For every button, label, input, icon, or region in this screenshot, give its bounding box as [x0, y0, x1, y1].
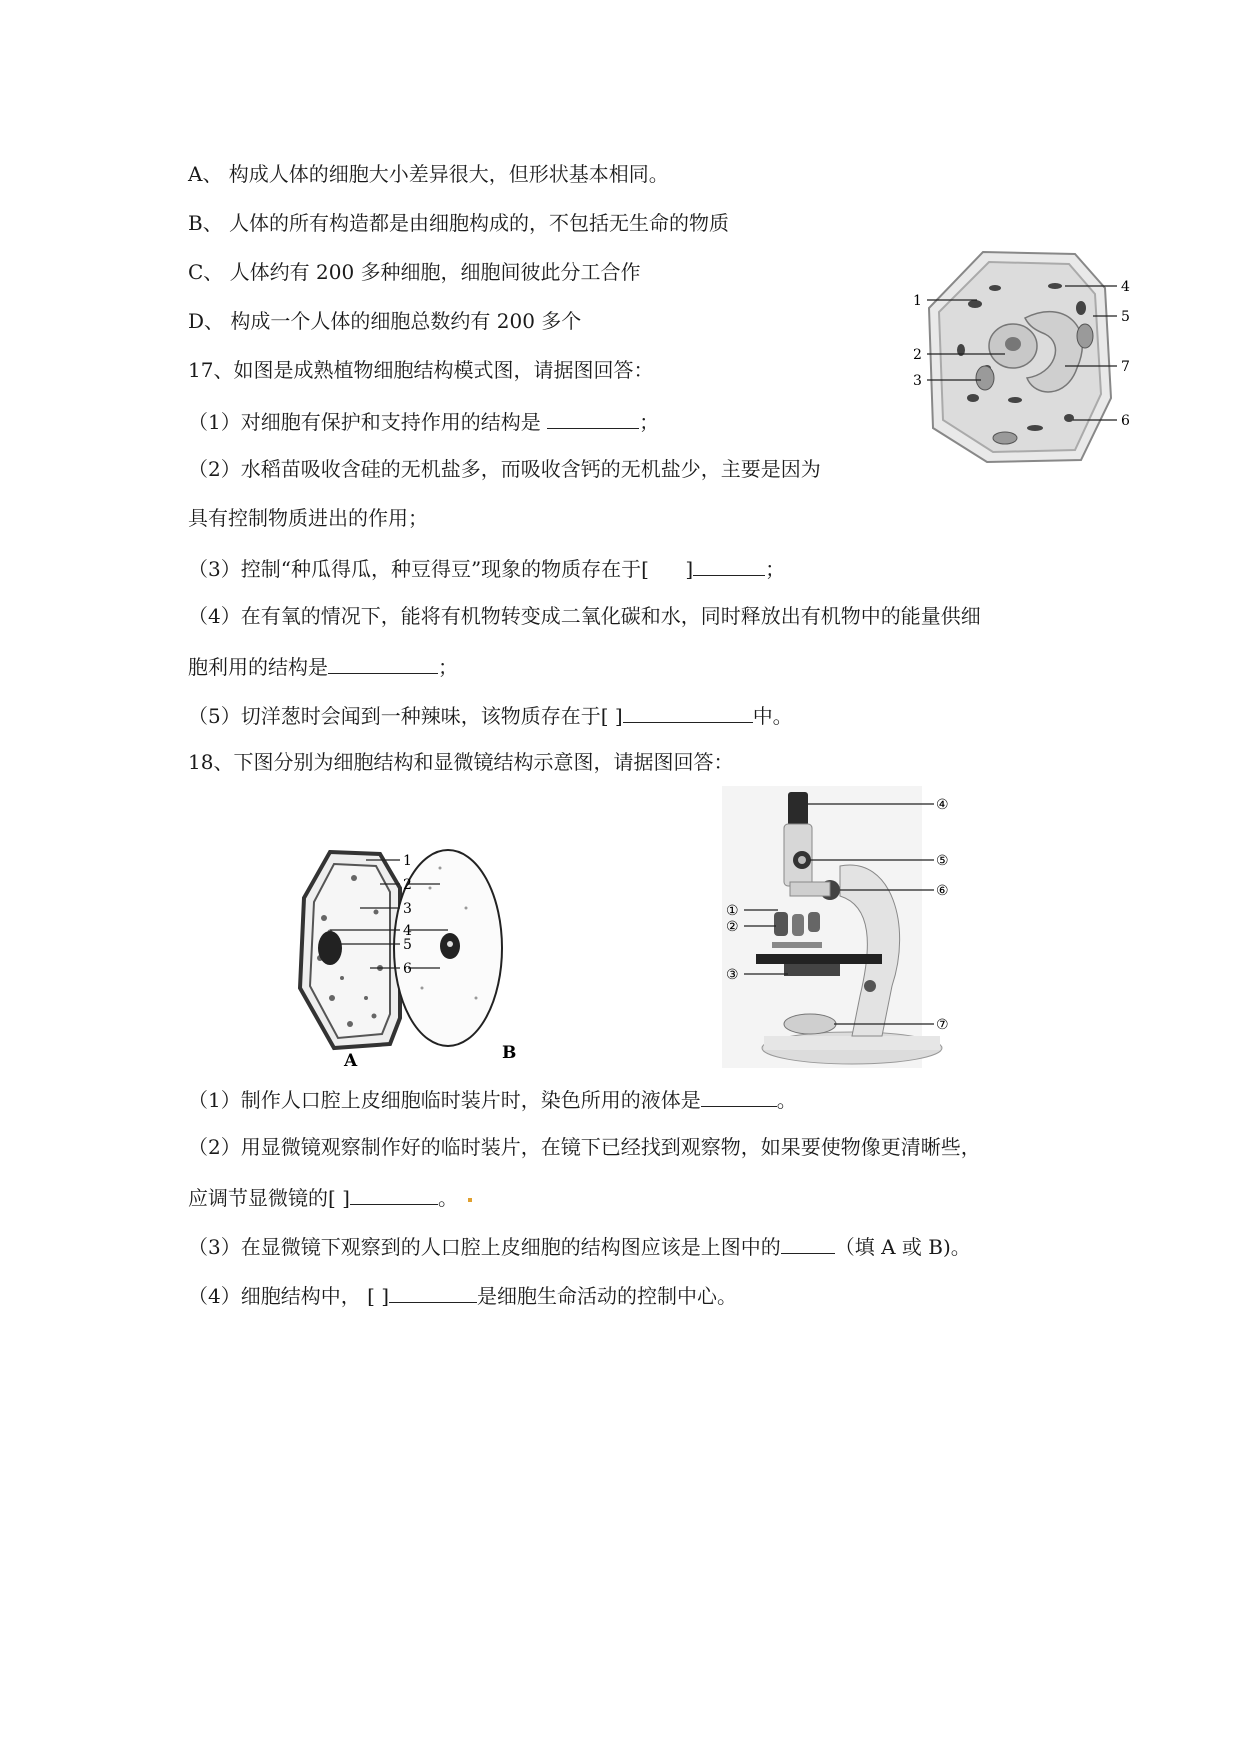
mic-label-5: ⑤	[936, 853, 949, 869]
plant-label-5: 5	[1121, 309, 1130, 325]
option-d: D、 构成一个人体的细胞总数约有 200 多个	[188, 309, 582, 333]
q18-part4-end: 是细胞生命活动的控制中心。	[477, 1284, 738, 1308]
q18-part2-line1: （2）用显微镜观察制作好的临时装片，在镜下已经找到观察物，如果要使物像更清晰些，	[188, 1135, 981, 1159]
cell-label-6: 6	[403, 961, 412, 977]
plant-cell-diagram	[905, 248, 1145, 472]
cell-label-2: 2	[403, 877, 412, 893]
q17-stem: 17、如图是成熟植物细胞结构模式图，请据图回答：	[188, 358, 654, 382]
q17-part4-line1: （4）在有氧的情况下，能将有机物转变成二氧化碳和水，同时释放出有机物中的能量供细	[188, 604, 981, 628]
q17-part5-end: 中。	[752, 704, 793, 728]
answer-blank[interactable]	[781, 1231, 835, 1254]
answer-blank[interactable]	[693, 553, 765, 576]
plant-label-4: 4	[1121, 279, 1130, 295]
cell-caption-a: A	[344, 1051, 358, 1070]
mic-label-2: ②	[726, 919, 739, 935]
q17-part4-text: 胞利用的结构是	[188, 655, 328, 679]
microscope-diagram	[722, 786, 962, 1068]
answer-blank[interactable]	[389, 1280, 477, 1303]
q18-part2-end: 。	[437, 1186, 458, 1210]
q18-part3-end: （填 A 或 B)。	[834, 1235, 971, 1259]
q18-part4-text: （4）细胞结构中， [ ]	[188, 1284, 390, 1308]
mic-label-6: ⑥	[936, 883, 949, 899]
q17-part5	[188, 700, 793, 730]
cells-ab-diagram	[290, 848, 620, 1070]
bracket-blank[interactable]	[649, 554, 679, 576]
option-b: B、 人体的所有构造都是由细胞构成的，不包括无生命的物质	[188, 211, 730, 235]
q18-part1-text: （1）制作人口腔上皮细胞临时装片时，染色所用的液体是	[188, 1088, 701, 1112]
q17-part1	[188, 406, 659, 436]
q17-part4-end: ；	[438, 655, 458, 679]
q17-part4-line2	[188, 651, 458, 681]
mic-label-4: ④	[936, 797, 949, 813]
option-c: C、 人体约有 200 多种细胞，细胞间彼此分工合作	[188, 260, 641, 284]
answer-blank[interactable]	[623, 700, 753, 723]
answer-blank[interactable]	[328, 651, 438, 674]
plant-label-7: 7	[1121, 359, 1130, 375]
plant-label-2: 2	[913, 347, 922, 363]
q17-part1-text: （1）对细胞有保护和支持作用的结构是	[188, 410, 548, 434]
cell-label-1: 1	[403, 853, 412, 869]
q17-part3-text: （3）控制“种瓜得瓜，种豆得豆”现象的物质存在于[	[188, 557, 649, 581]
stray-mark-dot	[468, 1198, 472, 1202]
answer-blank[interactable]	[547, 406, 639, 429]
q17-part3-bracket: ]	[678, 557, 694, 581]
q18-part1	[188, 1084, 797, 1114]
plant-label-3: 3	[913, 373, 922, 389]
microscope-figure	[722, 786, 962, 1068]
cell-label-4: 4	[403, 923, 412, 939]
q18-part2-text: 应调节显微镜的[ ]	[188, 1186, 350, 1210]
q18-part3	[188, 1231, 971, 1261]
q18-part4	[188, 1280, 737, 1310]
plant-cell-figure	[905, 248, 1145, 472]
q18-part2-line2	[188, 1182, 472, 1212]
q17-part2-line2: 具有控制物质进出的作用；	[188, 506, 428, 530]
mic-label-7: ⑦	[936, 1017, 949, 1033]
mic-label-3: ③	[726, 967, 739, 983]
q18-stem: 18、下图分别为细胞结构和显微镜结构示意图，请据图回答：	[188, 750, 734, 774]
option-a: A、 构成人体的细胞大小差异很大，但形状基本相同。	[188, 162, 669, 186]
q17-part3-end: ；	[765, 557, 786, 581]
cell-caption-b: B	[502, 1043, 517, 1063]
cells-ab-figure	[290, 848, 620, 1070]
cell-label-5: 5	[403, 937, 412, 953]
cell-label-3: 3	[403, 901, 412, 917]
answer-blank[interactable]	[350, 1182, 438, 1205]
q17-part2-line1: （2）水稻苗吸收含硅的无机盐多，而吸收含钙的无机盐少，主要是因为	[188, 457, 821, 481]
q17-part1-end: ；	[639, 410, 660, 434]
mic-label-1: ①	[726, 903, 739, 919]
plant-label-6: 6	[1121, 413, 1130, 429]
q17-part5-text: （5）切洋葱时会闻到一种辣味，该物质存在于[ ]	[188, 704, 623, 728]
answer-blank[interactable]	[701, 1084, 777, 1107]
plant-label-1: 1	[913, 293, 922, 309]
q17-part3	[188, 553, 785, 583]
q18-part1-end: 。	[776, 1088, 797, 1112]
q18-part3-text: （3）在显微镜下观察到的人口腔上皮细胞的结构图应该是上图中的	[188, 1235, 781, 1259]
